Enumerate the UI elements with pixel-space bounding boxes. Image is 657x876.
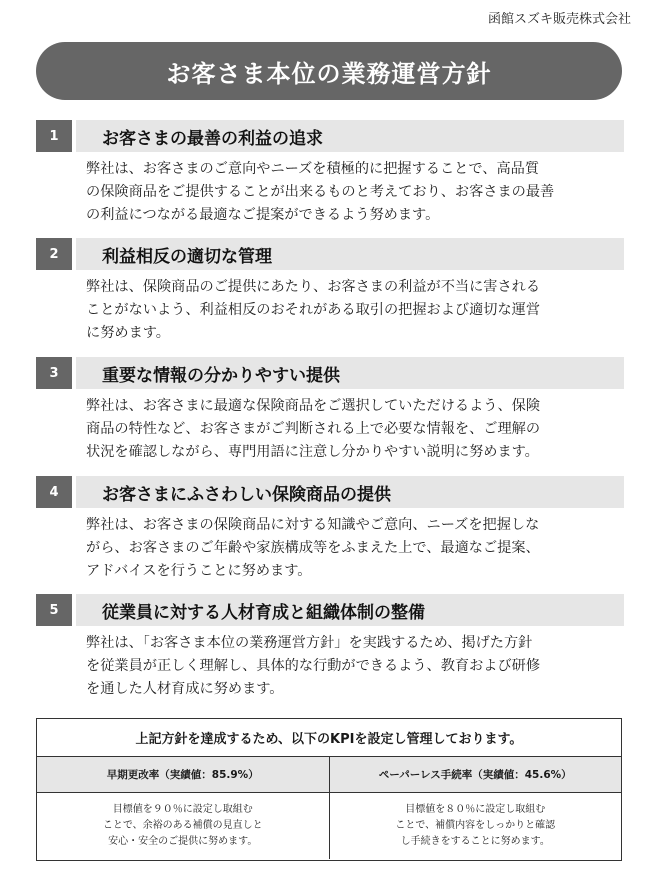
kpi-early-renewal-label: 早期更改率（実績値：85.9%） [106,769,259,781]
section-number: 5 [36,594,72,626]
kpi-early-renewal-target: 目標値を９０％に設定し取組む ことで、余裕のある補償の見直しと 安心・安全のご提供に努めます。 [102,804,263,847]
section-heading: 利益相反の適切な管理 [76,238,624,270]
section-number: 1 [36,120,72,152]
section-body: 弊社は、「お客さま本位の業務運営方針」を実践するため、掲げた方針 を従業員が正しく理解し、具体的な行動ができるよう、教育および研修 を通した人材育成に努めます。 [86,635,541,697]
section-number: 4 [36,476,72,508]
section-number: 2 [36,238,72,270]
policy-section-1 [36,120,624,227]
policy-section-4 [36,476,624,583]
section-heading: お客さまにふさわしい保険商品の提供 [76,476,624,508]
page-title: お客さま本位の業務運営方針 [36,42,622,100]
kpi-table [36,718,622,861]
section-body: 弊社は、お客さまに最適な保険商品をご選択していただけるよう、保険 商品の特性など、お客さまがご判断される上で必要な情報を、ご理解の 状況を確認しながら、専門用語に注意し分かりやすい説明に努めます。 [86,398,541,460]
section-number: 3 [36,357,72,389]
section-body: 弊社は、保険商品のご提供にあたり、お客さまの利益が不当に害される ことがないよう、利益相反のおそれがある取引の把握および適切な運営 に努めます。 [86,279,541,341]
policy-section-3 [36,357,624,464]
policy-section-2 [36,238,624,345]
kpi-target-row [37,793,621,859]
section-body: 弊社は、お客さまの保険商品に対する知識やご意向、ニーズを把握しな がら、お客さまのご年齢や家族構成等をふまえた上で、最適なご提案、 アドバイスを行うことに努めます。 [86,517,540,579]
kpi-label-row [37,757,621,793]
kpi-paperless-target: 目標値を８０％に設定し取組む ことで、補償内容をしっかりと確認 し手続きをすることに努めます。 [329,793,622,859]
company-name: 函館スズキ販売株式会社 [487,12,631,27]
policy-section-5 [36,594,624,701]
section-heading: 従業員に対する人材育成と組織体制の整備 [76,594,624,626]
section-body: 弊社は、お客さまのご意向やニーズを積極的に把握することで、高品質 の保険商品をご提供することが出来るものと考えており、お客さまの最善 の利益につながる最適なご提案ができるよう努めます。 [86,161,555,223]
kpi-header: 上記方針を達成するため、以下のKPIを設定し管理しております。 [37,719,621,757]
section-heading: 重要な情報の分かりやすい提供 [76,357,624,389]
section-heading: お客さまの最善の利益の追求 [76,120,624,152]
kpi-paperless-label: ペーパーレス手続率（実績値：45.6%） [329,757,622,792]
